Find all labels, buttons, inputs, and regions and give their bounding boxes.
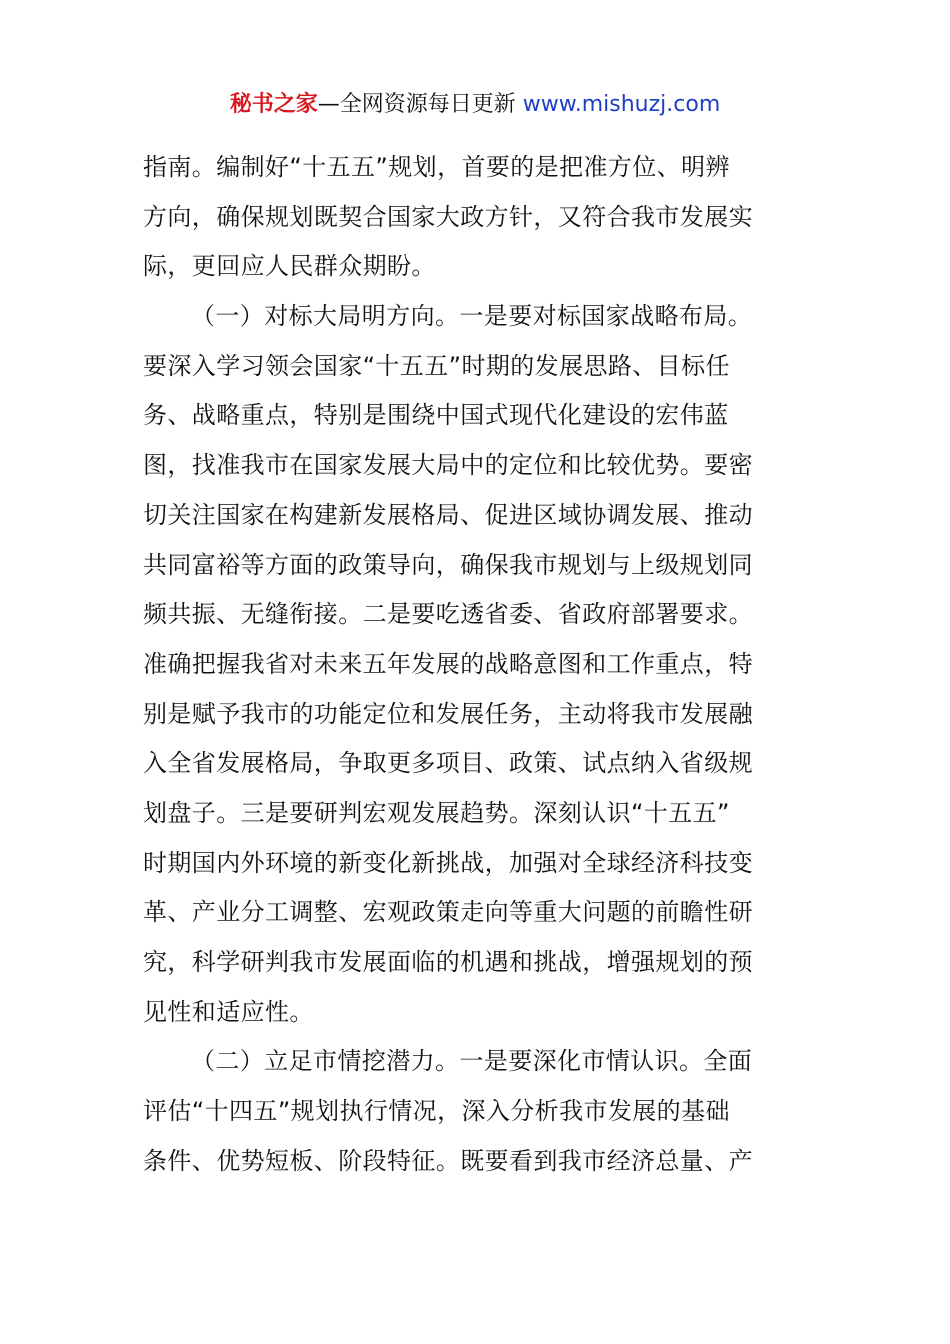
paragraph-first-line: （二）立足市情挖潜力。一是要深化市情认识。全面 bbox=[191, 1047, 753, 1076]
text-line: 务、战略重点，特别是围绕中国式现代化建设的宏伟蓝 bbox=[143, 401, 729, 430]
text-line: 革、产业分工调整、宏观政策走向等重大问题的前瞻性研 bbox=[143, 898, 753, 927]
brand-name: 秘书之家 bbox=[229, 92, 318, 117]
site-header bbox=[0, 88, 950, 122]
text-line: 方向，确保规划既契合国家大政方针，又符合我市发展实 bbox=[143, 202, 753, 231]
document-body bbox=[143, 143, 823, 1186]
site-url-link[interactable]: www.mishuzj.com bbox=[522, 92, 721, 117]
text-line: 时期国内外环境的新变化新挑战，加强对全球经济科技变 bbox=[143, 848, 753, 877]
text-line: 评估“十四五”规划执行情况，深入分析我市发展的基础 bbox=[143, 1097, 730, 1126]
text-line: 图，找准我市在国家发展大局中的定位和比较优势。要密 bbox=[143, 451, 753, 480]
text-line: 切关注国家在构建新发展格局、促进区域协调发展、推动 bbox=[143, 500, 753, 529]
text-line: 指南。编制好“十五五”规划，首要的是把准方位、明辨 bbox=[143, 153, 730, 181]
text-line: 别是赋予我市的功能定位和发展任务，主动将我市发展融 bbox=[143, 699, 753, 728]
text-line: 见性和适应性。 bbox=[143, 997, 314, 1026]
text-line: 划盘子。三是要研判宏观发展趋势。深刻认识“十五五” bbox=[143, 798, 730, 827]
text-line: 条件、优势短板、阶段特征。既要看到我市经济总量、产 bbox=[143, 1146, 753, 1175]
text-line: 究，科学研判我市发展面临的机遇和挑战，增强规划的预 bbox=[143, 948, 753, 976]
paragraph-first-line: （一）对标大局明方向。一是要对标国家战略布局。 bbox=[191, 302, 753, 331]
text-line: 准确把握我省对未来五年发展的战略意图和工作重点，特 bbox=[143, 649, 753, 678]
header-tagline: —全网资源每日更新 bbox=[317, 92, 523, 117]
text-line: 要深入学习领会国家“十五五”时期的发展思路、目标任 bbox=[143, 351, 730, 380]
text-line: 共同富裕等方面的政策导向，确保我市规划与上级规划同 bbox=[143, 550, 753, 579]
text-line: 频共振、无缝衔接。二是要吃透省委、省政府部署要求。 bbox=[143, 600, 753, 629]
text-line: 际，更回应人民群众期盼。 bbox=[143, 252, 436, 281]
text-line: 入全省发展格局，争取更多项目、政策、试点纳入省级规 bbox=[143, 749, 753, 778]
